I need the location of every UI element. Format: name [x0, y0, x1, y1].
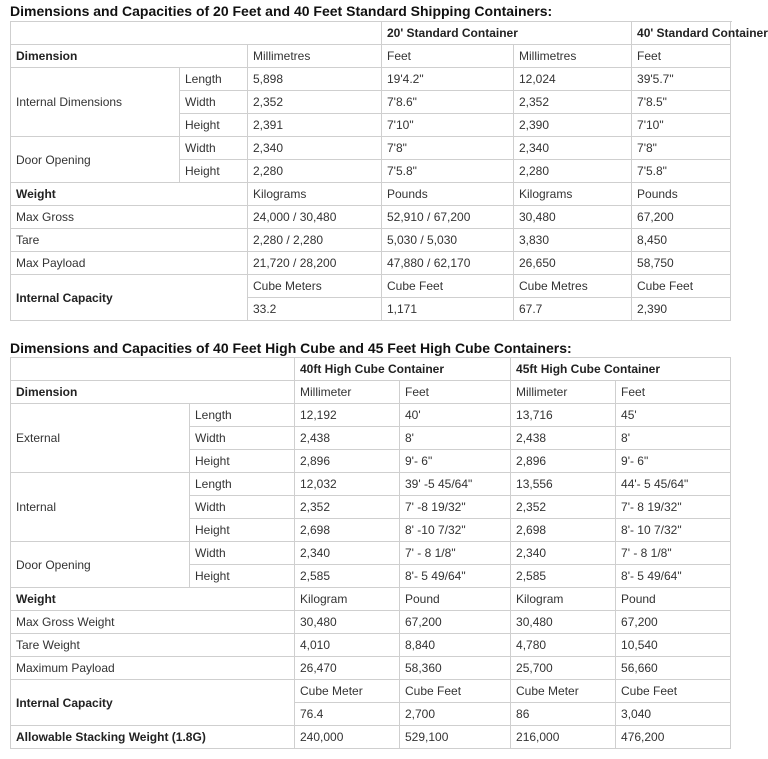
unit-cell: Feet: [382, 45, 514, 68]
value-cell: 4,010: [295, 634, 400, 657]
sub-label: Length: [190, 473, 295, 496]
value-cell: 8': [400, 427, 511, 450]
value-cell: 7'10": [632, 114, 731, 137]
unit-cell: Pound: [616, 588, 731, 611]
sub-label: Length: [180, 68, 248, 91]
value-cell: 2,391: [248, 114, 382, 137]
table-row: [11, 358, 731, 381]
value-cell: 8'- 5 49/64": [616, 565, 731, 588]
table-row: [11, 381, 731, 404]
value-cell: 67,200: [400, 611, 511, 634]
col-header-20ft: 20' Standard Container: [382, 22, 632, 45]
value-cell: 2,390: [514, 114, 632, 137]
unit-cell: Kilograms: [514, 183, 632, 206]
value-cell: 45': [616, 404, 731, 427]
value-cell: 12,024: [514, 68, 632, 91]
value-cell: 2,340: [295, 542, 400, 565]
value-cell: 2,438: [511, 427, 616, 450]
capacity-label: Internal Capacity: [11, 275, 248, 321]
table-row: [11, 22, 731, 45]
unit-cell: Pounds: [382, 183, 514, 206]
value-cell: 2,340: [511, 542, 616, 565]
table-row: [11, 726, 731, 749]
value-cell: 2,390: [632, 298, 731, 321]
value-cell: 12,032: [295, 473, 400, 496]
unit-cell: Kilograms: [248, 183, 382, 206]
value-cell: 476,200: [616, 726, 731, 749]
value-cell: 8': [616, 427, 731, 450]
sub-label: Width: [180, 91, 248, 114]
value-cell: 56,660: [616, 657, 731, 680]
value-cell: 2,585: [295, 565, 400, 588]
sub-label: Height: [180, 114, 248, 137]
value-cell: 2,438: [295, 427, 400, 450]
dimension-label: Dimension: [11, 45, 248, 68]
col-header-40hc: 40ft High Cube Container: [295, 358, 511, 381]
value-cell: 8' -10 7/32": [400, 519, 511, 542]
table-row: [11, 657, 731, 680]
table-row: [11, 137, 731, 160]
value-cell: 25,700: [511, 657, 616, 680]
value-cell: 13,716: [511, 404, 616, 427]
value-cell: 529,100: [400, 726, 511, 749]
sub-label: Height: [190, 519, 295, 542]
value-cell: 7'5.8": [632, 160, 731, 183]
value-cell: 30,480: [295, 611, 400, 634]
value-cell: 7'8.6": [382, 91, 514, 114]
unit-cell: Millimetres: [248, 45, 382, 68]
group-label-door: Door Opening: [11, 137, 180, 183]
unit-cell: Cube Feet: [382, 275, 514, 298]
value-cell: 7'8": [632, 137, 731, 160]
unit-cell: Cube Feet: [400, 680, 511, 703]
sub-label: Width: [180, 137, 248, 160]
value-cell: 7' - 8 1/8": [400, 542, 511, 565]
table-row: [11, 45, 731, 68]
section1-heading: Dimensions and Capacities of 20 Feet and 40 Feet Standard Shipping Containers:: [10, 3, 553, 19]
value-cell: 2,896: [295, 450, 400, 473]
high-cube-containers-table: [10, 357, 731, 749]
value-cell: 30,480: [511, 611, 616, 634]
value-cell: 7' - 8 1/8": [616, 542, 731, 565]
value-cell: 1,171: [382, 298, 514, 321]
value-cell: 7'8": [382, 137, 514, 160]
unit-cell: Cube Feet: [616, 680, 731, 703]
sub-label: Length: [190, 404, 295, 427]
unit-cell: Pound: [400, 588, 511, 611]
value-cell: 21,720 / 28,200: [248, 252, 382, 275]
col-header-45hc: 45ft High Cube Container: [511, 358, 731, 381]
value-cell: 2,352: [514, 91, 632, 114]
corner-cell: [11, 358, 295, 381]
value-cell: 2,352: [295, 496, 400, 519]
value-cell: 4,780: [511, 634, 616, 657]
value-cell: 13,556: [511, 473, 616, 496]
unit-cell: Feet: [400, 381, 511, 404]
value-cell: 7'- 8 19/32": [616, 496, 731, 519]
value-cell: 19'4.2": [382, 68, 514, 91]
value-cell: 5,030 / 5,030: [382, 229, 514, 252]
group-label-external: External: [11, 404, 190, 473]
table-row: [11, 680, 731, 703]
value-cell: 40': [400, 404, 511, 427]
value-cell: 33.2: [248, 298, 382, 321]
value-cell: 76.4: [295, 703, 400, 726]
value-cell: 30,480: [514, 206, 632, 229]
value-cell: 9'- 6": [616, 450, 731, 473]
value-cell: 67,200: [632, 206, 731, 229]
corner-cell: [11, 22, 382, 45]
row-label: Maximum Payload: [11, 657, 295, 680]
standard-containers-table: [10, 21, 768, 321]
value-cell: 10,540: [616, 634, 731, 657]
unit-cell: Cube Metres: [514, 275, 632, 298]
weight-label: Weight: [11, 183, 248, 206]
value-cell: 240,000: [295, 726, 400, 749]
stacking-weight-label: Allowable Stacking Weight (1.8G): [11, 726, 295, 749]
value-cell: 47,880 / 62,170: [382, 252, 514, 275]
value-cell: 2,585: [511, 565, 616, 588]
value-cell: 2,280 / 2,280: [248, 229, 382, 252]
value-cell: 12,192: [295, 404, 400, 427]
table-row: [11, 588, 731, 611]
value-cell: 2,700: [400, 703, 511, 726]
value-cell: 2,280: [514, 160, 632, 183]
row-label: Tare Weight: [11, 634, 295, 657]
value-cell: 5,898: [248, 68, 382, 91]
unit-cell: Pounds: [632, 183, 731, 206]
value-cell: 216,000: [511, 726, 616, 749]
sub-label: Height: [190, 450, 295, 473]
value-cell: 8,450: [632, 229, 731, 252]
weight-label: Weight: [11, 588, 295, 611]
value-cell: 7'5.8": [382, 160, 514, 183]
value-cell: 58,750: [632, 252, 731, 275]
table-row: [11, 611, 731, 634]
sub-label: Height: [180, 160, 248, 183]
sub-label: Width: [190, 496, 295, 519]
table-row: [11, 404, 731, 427]
value-cell: 2,280: [248, 160, 382, 183]
table-row: [11, 229, 731, 252]
value-cell: 2,352: [511, 496, 616, 519]
value-cell: 8'- 10 7/32": [616, 519, 731, 542]
value-cell: 52,910 / 67,200: [382, 206, 514, 229]
table-row: [11, 634, 731, 657]
unit-cell: Kilogram: [295, 588, 400, 611]
value-cell: 39'5.7": [632, 68, 731, 91]
unit-cell: Feet: [632, 45, 731, 68]
table-row: [11, 542, 731, 565]
value-cell: 3,040: [616, 703, 731, 726]
value-cell: 67,200: [616, 611, 731, 634]
unit-cell: Feet: [616, 381, 731, 404]
group-label-internal: Internal: [11, 473, 190, 542]
table-row: [11, 252, 731, 275]
sub-label: Width: [190, 427, 295, 450]
value-cell: 58,360: [400, 657, 511, 680]
table-row: [11, 473, 731, 496]
unit-cell: Cube Meter: [511, 680, 616, 703]
value-cell: 9'- 6": [400, 450, 511, 473]
value-cell: 2,352: [248, 91, 382, 114]
unit-cell: Millimetres: [514, 45, 632, 68]
row-label: Max Gross Weight: [11, 611, 295, 634]
group-label-door: Door Opening: [11, 542, 190, 588]
unit-cell: Millimeter: [511, 381, 616, 404]
row-label: Tare: [11, 229, 248, 252]
section2-heading: Dimensions and Capacities of 40 Feet High Cube and 45 Feet High Cube Containers:: [10, 340, 572, 356]
value-cell: 2,698: [511, 519, 616, 542]
value-cell: 39' -5 45/64": [400, 473, 511, 496]
value-cell: 67.7: [514, 298, 632, 321]
value-cell: 7' -8 19/32": [400, 496, 511, 519]
value-cell: 86: [511, 703, 616, 726]
value-cell: 7'8.5": [632, 91, 731, 114]
row-label: Max Gross: [11, 206, 248, 229]
value-cell: 8,840: [400, 634, 511, 657]
unit-cell: Cube Meter: [295, 680, 400, 703]
unit-cell: Cube Meters: [248, 275, 382, 298]
sub-label: Height: [190, 565, 295, 588]
value-cell: 24,000 / 30,480: [248, 206, 382, 229]
value-cell: 2,698: [295, 519, 400, 542]
value-cell: 26,650: [514, 252, 632, 275]
group-label-internal: Internal Dimensions: [11, 68, 180, 137]
capacity-label: Internal Capacity: [11, 680, 295, 726]
table-row: [11, 183, 731, 206]
unit-cell: Kilogram: [511, 588, 616, 611]
table-row: [11, 206, 731, 229]
row-label: Max Payload: [11, 252, 248, 275]
value-cell: 44'- 5 45/64": [616, 473, 731, 496]
value-cell: 2,896: [511, 450, 616, 473]
table-row: [11, 68, 731, 91]
value-cell: 26,470: [295, 657, 400, 680]
value-cell: 7'10": [382, 114, 514, 137]
dimension-label: Dimension: [11, 381, 295, 404]
unit-cell: Millimeter: [295, 381, 400, 404]
unit-cell: Cube Feet: [632, 275, 731, 298]
value-cell: 2,340: [514, 137, 632, 160]
value-cell: 8'- 5 49/64": [400, 565, 511, 588]
value-cell: 3,830: [514, 229, 632, 252]
sub-label: Width: [190, 542, 295, 565]
table-row: [11, 275, 731, 298]
col-header-40ft: 40' Standard Container: [632, 22, 731, 45]
value-cell: 2,340: [248, 137, 382, 160]
